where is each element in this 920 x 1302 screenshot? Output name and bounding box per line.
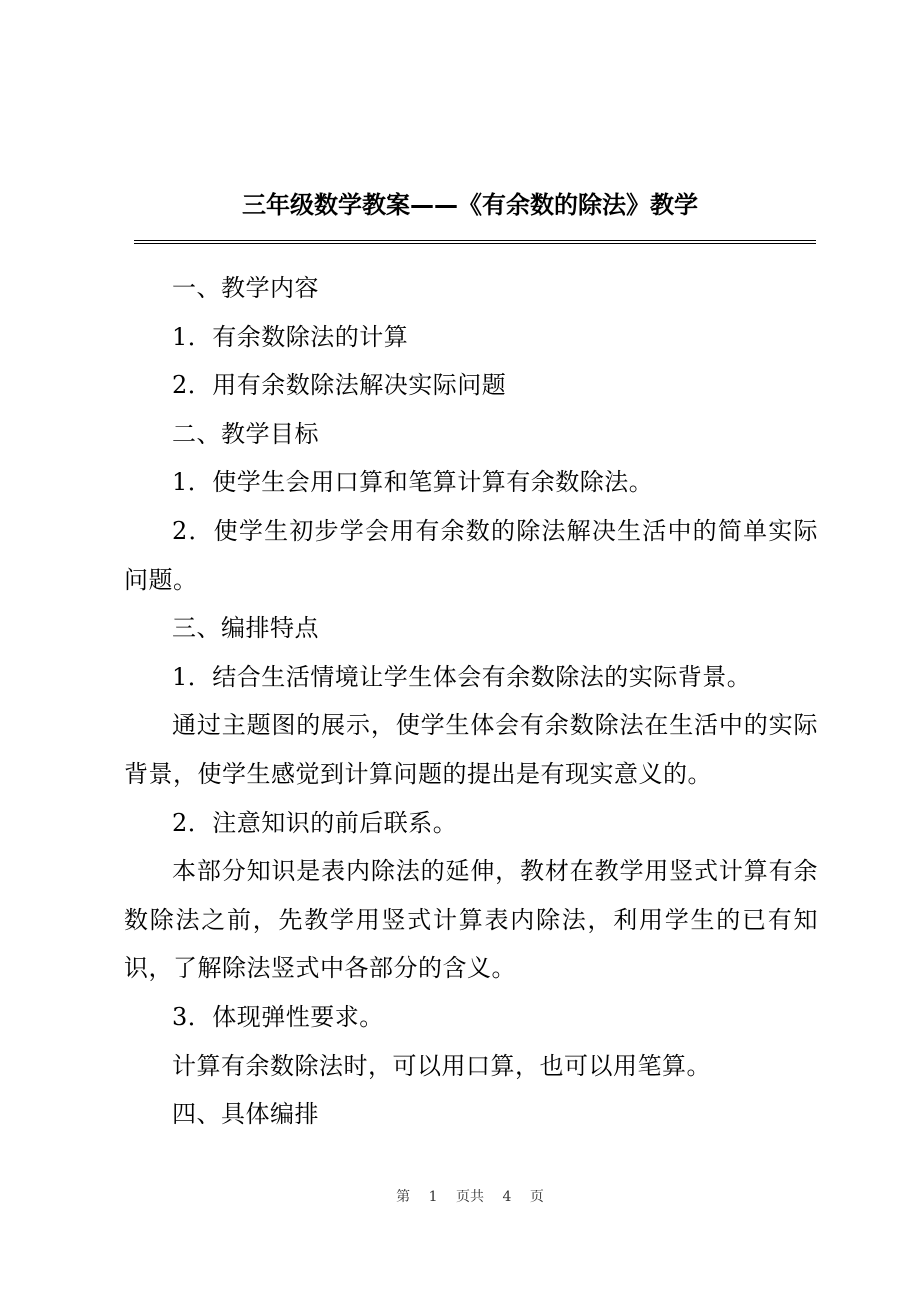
document-title: 三年级数学教案——《有余数的除法》教学 (242, 191, 698, 219)
section-heading-goals: 二、教学目标 (172, 419, 319, 448)
content-item-2: 2．用有余数除法解决实际问题 (172, 371, 507, 400)
footer-current-page: 1 (428, 1189, 438, 1205)
section-heading-features: 三、编排特点 (172, 614, 319, 643)
goal-item-2: 2．使学生初步学会用有余数的除法解决生活中的简单实际问题。 (124, 516, 818, 594)
title-double-rule (134, 240, 816, 244)
footer-prefix: 第 (396, 1189, 411, 1205)
feature-item-2-detail: 本部分知识是表内除法的延伸，教材在教学用竖式计算有余数除法之前，先教学用竖式计算表内除法，利用学生的已有知识，了解除法竖式中各部分的含义。 (124, 857, 818, 983)
section-heading-content: 一、教学内容 (172, 274, 319, 302)
footer-suffix: 页 (529, 1189, 544, 1205)
footer-middle: 页共 (456, 1189, 484, 1205)
page-footer (0, 1187, 920, 1207)
feature-item-1: 1．结合生活情境让学生体会有余数除法的实际背景。 (172, 662, 752, 691)
feature-item-2: 2．注意知识的前后联系。 (172, 808, 458, 837)
footer-total-pages: 4 (502, 1189, 512, 1205)
feature-item-1-detail: 通过主题图的展示，使学生体会有余数除法在生活中的实际背景，使学生感觉到计算问题的提出是有现实意义的。 (124, 711, 818, 788)
content-item-1: 1．有余数除法的计算 (172, 322, 409, 351)
section-heading-arrangement: 四、具体编排 (172, 1100, 319, 1129)
feature-item-3: 3．体现弹性要求。 (172, 1002, 384, 1031)
document-body (124, 264, 818, 1139)
goal-item-1: 1．使学生会用口算和笔算计算有余数除法。 (172, 468, 654, 497)
feature-item-3-detail: 计算有余数除法时，可以用口算，也可以用笔算。 (172, 1051, 711, 1080)
